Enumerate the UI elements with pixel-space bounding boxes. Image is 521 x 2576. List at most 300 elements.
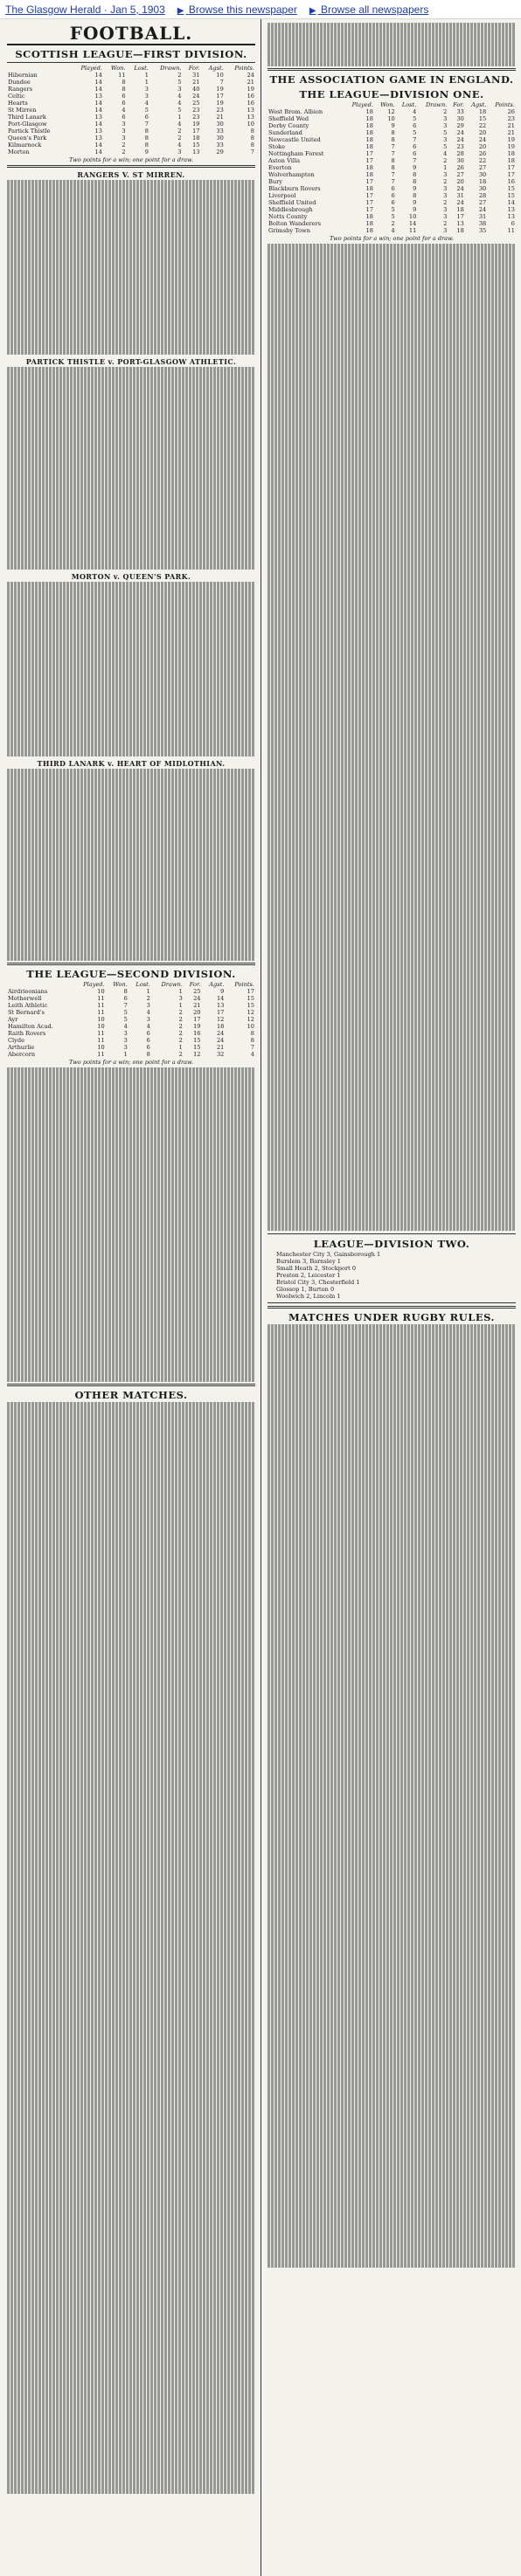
table-cell: 13 — [192, 148, 200, 155]
table-cell: 3 — [122, 128, 126, 135]
table-cell: 4 — [144, 100, 149, 107]
table-row — [7, 995, 255, 1002]
table-cell: 5 — [391, 213, 395, 220]
table-cell: 5 — [413, 115, 417, 122]
table-row — [7, 79, 255, 86]
table-cell: 6 — [146, 1037, 150, 1044]
table-cell: Rangers — [8, 86, 32, 93]
table-cell: 29 — [456, 122, 464, 129]
table-cell: 29 — [216, 148, 224, 155]
result-line: Woolwich 2, Lincoln 1 — [276, 1293, 341, 1300]
table-cell: 6 — [511, 220, 515, 227]
table-cell: 24 — [456, 185, 464, 192]
table-cell: 8 — [123, 988, 128, 995]
table-cell: 1 — [123, 1051, 128, 1058]
table-cell: 24 — [216, 1037, 225, 1044]
table-cell: Sheffield Wed — [268, 115, 309, 122]
table-cell: Celtic — [8, 93, 25, 100]
table-cell: Morton — [8, 148, 30, 155]
table-cell: 20 — [193, 1009, 201, 1016]
column-header: Won. — [380, 101, 395, 108]
story-heading-rangers: RANGERS V. ST MIRREN. — [77, 170, 185, 179]
table-cell: 3 — [122, 121, 126, 128]
table-cell: 10 — [97, 1044, 105, 1051]
table-cell: Partick Thistle — [8, 128, 51, 135]
table-cell: 7 — [123, 1002, 128, 1009]
table-row — [267, 129, 516, 136]
table-cell: 24 — [247, 72, 254, 79]
table-cell: 4 — [177, 93, 182, 100]
table-cell: 6 — [123, 995, 128, 1002]
table-cell: 13 — [456, 220, 464, 227]
table-cell: 30 — [216, 135, 224, 142]
table-cell: 2 — [443, 157, 448, 164]
table-cell: 11 — [97, 1037, 105, 1044]
table-cell: 19 — [216, 86, 224, 93]
column-header: Drawn. — [160, 65, 182, 72]
table-cell: 21 — [216, 114, 224, 121]
table-cell: 13 — [216, 1002, 225, 1009]
table-cell: 8 — [250, 142, 254, 148]
table-cell: 18 — [365, 122, 373, 129]
table-cell: 9 — [413, 185, 417, 192]
match-report-text — [7, 180, 255, 355]
column-header: Played. — [351, 101, 373, 108]
table-cell: 13 — [507, 213, 515, 220]
league-second-division-title: THE LEAGUE—SECOND DIVISION. — [26, 968, 236, 980]
table-cell: 1 — [443, 164, 448, 171]
table-cell: 5 — [413, 129, 417, 136]
table-cell: 4 — [146, 1023, 150, 1030]
table-cell: 8 — [391, 157, 395, 164]
table-cell: 12 — [247, 1009, 254, 1016]
table-cell: 35 — [478, 227, 487, 234]
table-cell: 3 — [177, 86, 182, 93]
table-row — [267, 164, 516, 171]
table-row — [7, 1023, 255, 1030]
table-cell: 19 — [507, 136, 515, 143]
table-cell: 12 — [387, 108, 395, 115]
table-cell: 23 — [216, 107, 224, 114]
table-cell: 10 — [97, 988, 105, 995]
table-row — [7, 142, 255, 148]
table-cell: 33 — [216, 142, 224, 148]
table-cell: 27 — [456, 171, 464, 178]
football-headline: FOOTBALL. — [7, 23, 255, 45]
table-cell: 10 — [387, 115, 395, 122]
table-row — [267, 213, 516, 220]
table-cell: 12 — [193, 1051, 201, 1058]
table-cell: 14 — [94, 121, 102, 128]
table-cell: 11 — [118, 72, 126, 79]
table-cell: 14 — [94, 79, 102, 86]
table-row — [7, 1030, 255, 1037]
publication-title[interactable]: The Glasgow Herald · Jan 5, 1903 — [5, 3, 165, 16]
table-cell: 10 — [97, 1016, 105, 1023]
table-cell: 2 — [443, 199, 448, 206]
newspaper-page-scan[interactable] — [0, 19, 521, 2576]
table-cell: Sheffield United — [268, 199, 316, 206]
table-cell: 4 — [413, 108, 417, 115]
table-cell: 8 — [413, 178, 417, 185]
table-cell: 6 — [413, 122, 417, 129]
table-row — [7, 1009, 255, 1016]
table-row — [7, 988, 255, 995]
table-row — [7, 128, 255, 135]
table-cell: 5 — [391, 206, 395, 213]
table-cell: 30 — [478, 185, 487, 192]
table-cell: 28 — [456, 150, 464, 157]
table-cell: Newcastle United — [268, 136, 321, 143]
table-cell: 8 — [250, 128, 254, 135]
table-cell: 6 — [144, 114, 149, 121]
division-two-results — [276, 1251, 516, 1300]
table-cell: 19 — [193, 1023, 201, 1030]
table-cell: Hearts — [8, 100, 28, 107]
browse-all-newspapers-link[interactable] — [309, 3, 428, 16]
table-cell: 3 — [443, 136, 448, 143]
table-cell: 18 — [456, 206, 464, 213]
table-cell: 17 — [192, 128, 200, 135]
table-cell: 17 — [216, 1009, 225, 1016]
table-cell: 14 — [94, 72, 102, 79]
table-cell: 6 — [146, 1030, 150, 1037]
table-cell: 2 — [391, 220, 395, 227]
table-cell: 30 — [216, 121, 224, 128]
table-cell: 19 — [216, 100, 224, 107]
table-cell: 4 — [177, 142, 182, 148]
table-cell: 8 — [413, 192, 417, 199]
table-cell: 22 — [478, 157, 487, 164]
table-cell: 15 — [192, 142, 200, 148]
column-header: Agst. — [208, 65, 224, 72]
table-row — [267, 178, 516, 185]
table-cell: 26 — [478, 150, 487, 157]
table-cell: Stoke — [268, 143, 286, 150]
table-row — [267, 136, 516, 143]
column-header: Won. — [110, 65, 126, 72]
column-header: Won. — [113, 981, 128, 988]
table-cell: 23 — [507, 115, 515, 122]
table-cell: 17 — [365, 206, 373, 213]
browser-nav-bar — [0, 0, 521, 19]
browse-this-newspaper-link[interactable] — [177, 3, 297, 16]
table-cell: 3 — [443, 171, 448, 178]
column-header: For. — [189, 981, 201, 988]
table-cell: 17 — [456, 213, 464, 220]
table-cell: St Bernard's — [8, 1009, 45, 1016]
table-cell: 11 — [97, 995, 105, 1002]
table-cell: 21 — [216, 1044, 225, 1051]
other-matches-title: OTHER MATCHES. — [74, 1389, 188, 1401]
table-cell: 10 — [97, 1023, 105, 1030]
table-cell: 18 — [365, 171, 373, 178]
table-cell: 20 — [478, 129, 487, 136]
table-cell: 4 — [391, 227, 395, 234]
table-cell: 8 — [391, 164, 395, 171]
points-note: Two points for a win; one point for a draw. — [68, 156, 193, 163]
column-header: Lost. — [401, 101, 417, 108]
scottish-first-division-table — [7, 65, 255, 155]
column-header: Agst. — [209, 981, 225, 988]
table-cell: 27 — [478, 164, 487, 171]
table-cell: 10 — [216, 72, 224, 79]
points-note: Two points for a win; one point for a draw. — [68, 1059, 193, 1066]
table-row — [7, 148, 255, 155]
scottish-second-division-table — [7, 981, 255, 1058]
table-cell: 2 — [177, 128, 182, 135]
table-cell: 8 — [413, 171, 417, 178]
match-report-text — [7, 1067, 255, 1382]
table-cell: 9 — [144, 148, 149, 155]
table-cell: 6 — [122, 93, 126, 100]
table-row — [7, 1016, 255, 1023]
table-cell: 1 — [146, 988, 150, 995]
table-cell: 3 — [122, 135, 126, 142]
division-two-results-box — [267, 1233, 516, 1303]
table-cell: 6 — [122, 114, 126, 121]
league-division-one-title: THE LEAGUE—DIVISION ONE. — [299, 88, 484, 100]
league-division-two-title: LEAGUE—DIVISION TWO. — [313, 1238, 470, 1250]
table-cell: 13 — [247, 107, 254, 114]
table-cell: 18 — [365, 143, 373, 150]
table-cell: 24 — [456, 129, 464, 136]
table-cell: 14 — [408, 220, 417, 227]
table-cell: 20 — [478, 143, 487, 150]
table-cell: 3 — [443, 227, 448, 234]
table-cell: St Mirren — [8, 107, 37, 114]
table-cell: 6 — [391, 199, 395, 206]
table-cell: 3 — [144, 93, 149, 100]
table-cell: 6 — [413, 143, 417, 150]
table-cell: 10 — [247, 1023, 254, 1030]
table-cell: 7 — [391, 171, 395, 178]
table-cell: 31 — [456, 192, 464, 199]
table-cell: 17 — [247, 988, 254, 995]
table-cell: 7 — [391, 178, 395, 185]
table-cell: 24 — [192, 93, 200, 100]
table-cell: 21 — [507, 129, 515, 136]
table-cell: 18 — [365, 129, 373, 136]
table-row — [7, 1002, 255, 1009]
table-cell: 8 — [391, 129, 395, 136]
table-cell: 25 — [193, 988, 201, 995]
table-row — [7, 114, 255, 121]
table-cell: 9 — [413, 164, 417, 171]
issue-date: Jan 5, 1903 — [110, 3, 165, 16]
table-cell: 13 — [94, 114, 102, 121]
table-cell: Clyde — [8, 1037, 25, 1044]
table-cell: 24 — [216, 1030, 225, 1037]
table-cell: 9 — [220, 988, 225, 995]
table-cell: 14 — [94, 100, 102, 107]
table-cell: 2 — [178, 1016, 183, 1023]
table-cell: Hamilton Acad. — [8, 1023, 53, 1030]
table-cell: 3 — [178, 995, 183, 1002]
table-cell: 18 — [192, 135, 200, 142]
left-column — [0, 19, 260, 2576]
table-cell: 3 — [443, 213, 448, 220]
table-cell: 8 — [122, 79, 126, 86]
table-cell: 13 — [507, 206, 515, 213]
table-cell: 19 — [507, 143, 515, 150]
table-cell: Third Lanark — [8, 114, 46, 121]
continued-report-text — [267, 23, 516, 66]
table-cell: 2 — [122, 148, 126, 155]
table-cell: 7 — [250, 1044, 254, 1051]
table-cell: 3 — [443, 122, 448, 129]
table-cell: 21 — [193, 1002, 201, 1009]
table-cell: 16 — [507, 178, 515, 185]
table-cell: 32 — [216, 1051, 225, 1058]
table-cell: 1 — [178, 1002, 183, 1009]
arrow-right-icon: ▶ — [309, 5, 316, 16]
table-cell: 5 — [123, 1016, 128, 1023]
match-report-text — [7, 367, 255, 570]
table-cell: Raith Rovers — [8, 1030, 46, 1037]
table-cell: 3 — [144, 86, 149, 93]
table-cell: 5 — [144, 107, 149, 114]
table-cell: 24 — [456, 136, 464, 143]
table-cell: 21 — [192, 79, 200, 86]
table-cell: 7 — [413, 136, 417, 143]
table-cell: 2 — [146, 995, 150, 1002]
table-cell: 1 — [178, 1044, 183, 1051]
table-cell: 14 — [94, 142, 102, 148]
table-cell: 26 — [456, 164, 464, 171]
table-cell: 2 — [178, 1023, 183, 1030]
right-column — [260, 19, 521, 2576]
table-cell: 7 — [391, 143, 395, 150]
table-row — [7, 135, 255, 142]
column-header: Agst. — [471, 101, 487, 108]
table-cell: 3 — [123, 1030, 128, 1037]
table-cell: Blackburn Rovers — [268, 185, 321, 192]
result-line: Burslem 3, Barnsley 1 — [276, 1258, 341, 1265]
table-cell: 1 — [178, 988, 183, 995]
table-cell: 7 — [413, 157, 417, 164]
table-cell: 15 — [478, 115, 487, 122]
table-cell: 40 — [192, 86, 200, 93]
table-cell: 22 — [478, 122, 487, 129]
table-cell: 3 — [123, 1044, 128, 1051]
table-cell: 6 — [122, 100, 126, 107]
column-header: Points. — [495, 101, 515, 108]
table-row — [267, 108, 516, 115]
table-row — [7, 1044, 255, 1051]
table-cell: 31 — [478, 213, 487, 220]
table-cell: 15 — [193, 1037, 201, 1044]
table-cell: Port-Glasgow — [8, 121, 47, 128]
result-line: Bristol City 3, Chesterfield 1 — [276, 1279, 360, 1286]
table-row — [267, 171, 516, 178]
table-cell: 4 — [443, 150, 448, 157]
table-cell: Sunderland — [268, 129, 302, 136]
table-cell: 13 — [94, 135, 102, 142]
table-cell: 6 — [391, 185, 395, 192]
table-cell: 17 — [365, 178, 373, 185]
table-cell: 27 — [478, 199, 487, 206]
table-cell: 15 — [507, 185, 515, 192]
column-header: Lost. — [135, 981, 150, 988]
table-row — [267, 220, 516, 227]
table-cell: 7 — [250, 148, 254, 155]
scottish-league-first-division-title: SCOTTISH LEAGUE—FIRST DIVISION. — [15, 48, 247, 60]
table-row — [267, 192, 516, 199]
table-cell: 2 — [178, 1009, 183, 1016]
table-cell: 23 — [192, 107, 200, 114]
table-cell: 5 — [177, 107, 182, 114]
table-cell: 13 — [94, 128, 102, 135]
table-cell: 9 — [391, 122, 395, 129]
rugby-reports-text — [267, 1324, 516, 2268]
table-cell: 13 — [94, 93, 102, 100]
table-cell: 9 — [413, 206, 417, 213]
table-cell: 23 — [192, 114, 200, 121]
table-cell: 12 — [216, 1016, 225, 1023]
table-cell: Grimsby Town — [268, 227, 310, 234]
table-cell: 3 — [146, 1016, 150, 1023]
other-matches-text — [7, 1402, 255, 2494]
table-row — [7, 93, 255, 100]
table-cell: 18 — [365, 164, 373, 171]
table-cell: 18 — [507, 157, 515, 164]
table-row — [7, 1051, 255, 1058]
table-cell: 4 — [177, 100, 182, 107]
column-header: Points. — [234, 981, 254, 988]
table-cell: 8 — [250, 135, 254, 142]
table-cell: 14 — [507, 199, 515, 206]
english-match-reports-text — [267, 244, 516, 1231]
result-line: Preston 2, Leicester 1 — [276, 1272, 341, 1279]
table-cell: 33 — [456, 108, 464, 115]
column-header: For. — [188, 65, 200, 72]
table-cell: 1 — [177, 114, 182, 121]
table-row — [267, 150, 516, 157]
table-cell: 5 — [177, 79, 182, 86]
table-cell: 8 — [250, 1037, 254, 1044]
table-cell: 1 — [144, 72, 149, 79]
table-cell: 8 — [391, 136, 395, 143]
table-cell: Aston Villa — [268, 157, 301, 164]
table-cell: 25 — [192, 100, 200, 107]
table-cell: 18 — [365, 185, 373, 192]
table-cell: 7 — [144, 121, 149, 128]
table-row — [267, 185, 516, 192]
column-header: Lost. — [134, 65, 149, 72]
table-cell: 19 — [247, 86, 254, 93]
table-row — [267, 157, 516, 164]
table-cell: 24 — [456, 199, 464, 206]
table-cell: 14 — [216, 995, 225, 1002]
rugby-matches-title: MATCHES UNDER RUGBY RULES. — [288, 1311, 495, 1323]
table-cell: 16 — [247, 100, 254, 107]
table-cell: Hibernian — [8, 72, 38, 79]
table-cell: 26 — [507, 108, 515, 115]
match-report-text — [7, 769, 255, 961]
table-cell: Motherwell — [8, 995, 42, 1002]
table-cell: 11 — [97, 1009, 105, 1016]
table-cell: Kilmarnock — [8, 142, 42, 148]
column-header: For. — [453, 101, 464, 108]
table-row — [267, 122, 516, 129]
table-cell: 11 — [507, 227, 515, 234]
table-cell: 3 — [443, 206, 448, 213]
table-cell: Bolton Wanderers — [268, 220, 321, 227]
table-cell: 17 — [193, 1016, 201, 1023]
table-cell: 21 — [247, 79, 254, 86]
publication-name: The Glasgow Herald — [5, 3, 101, 16]
